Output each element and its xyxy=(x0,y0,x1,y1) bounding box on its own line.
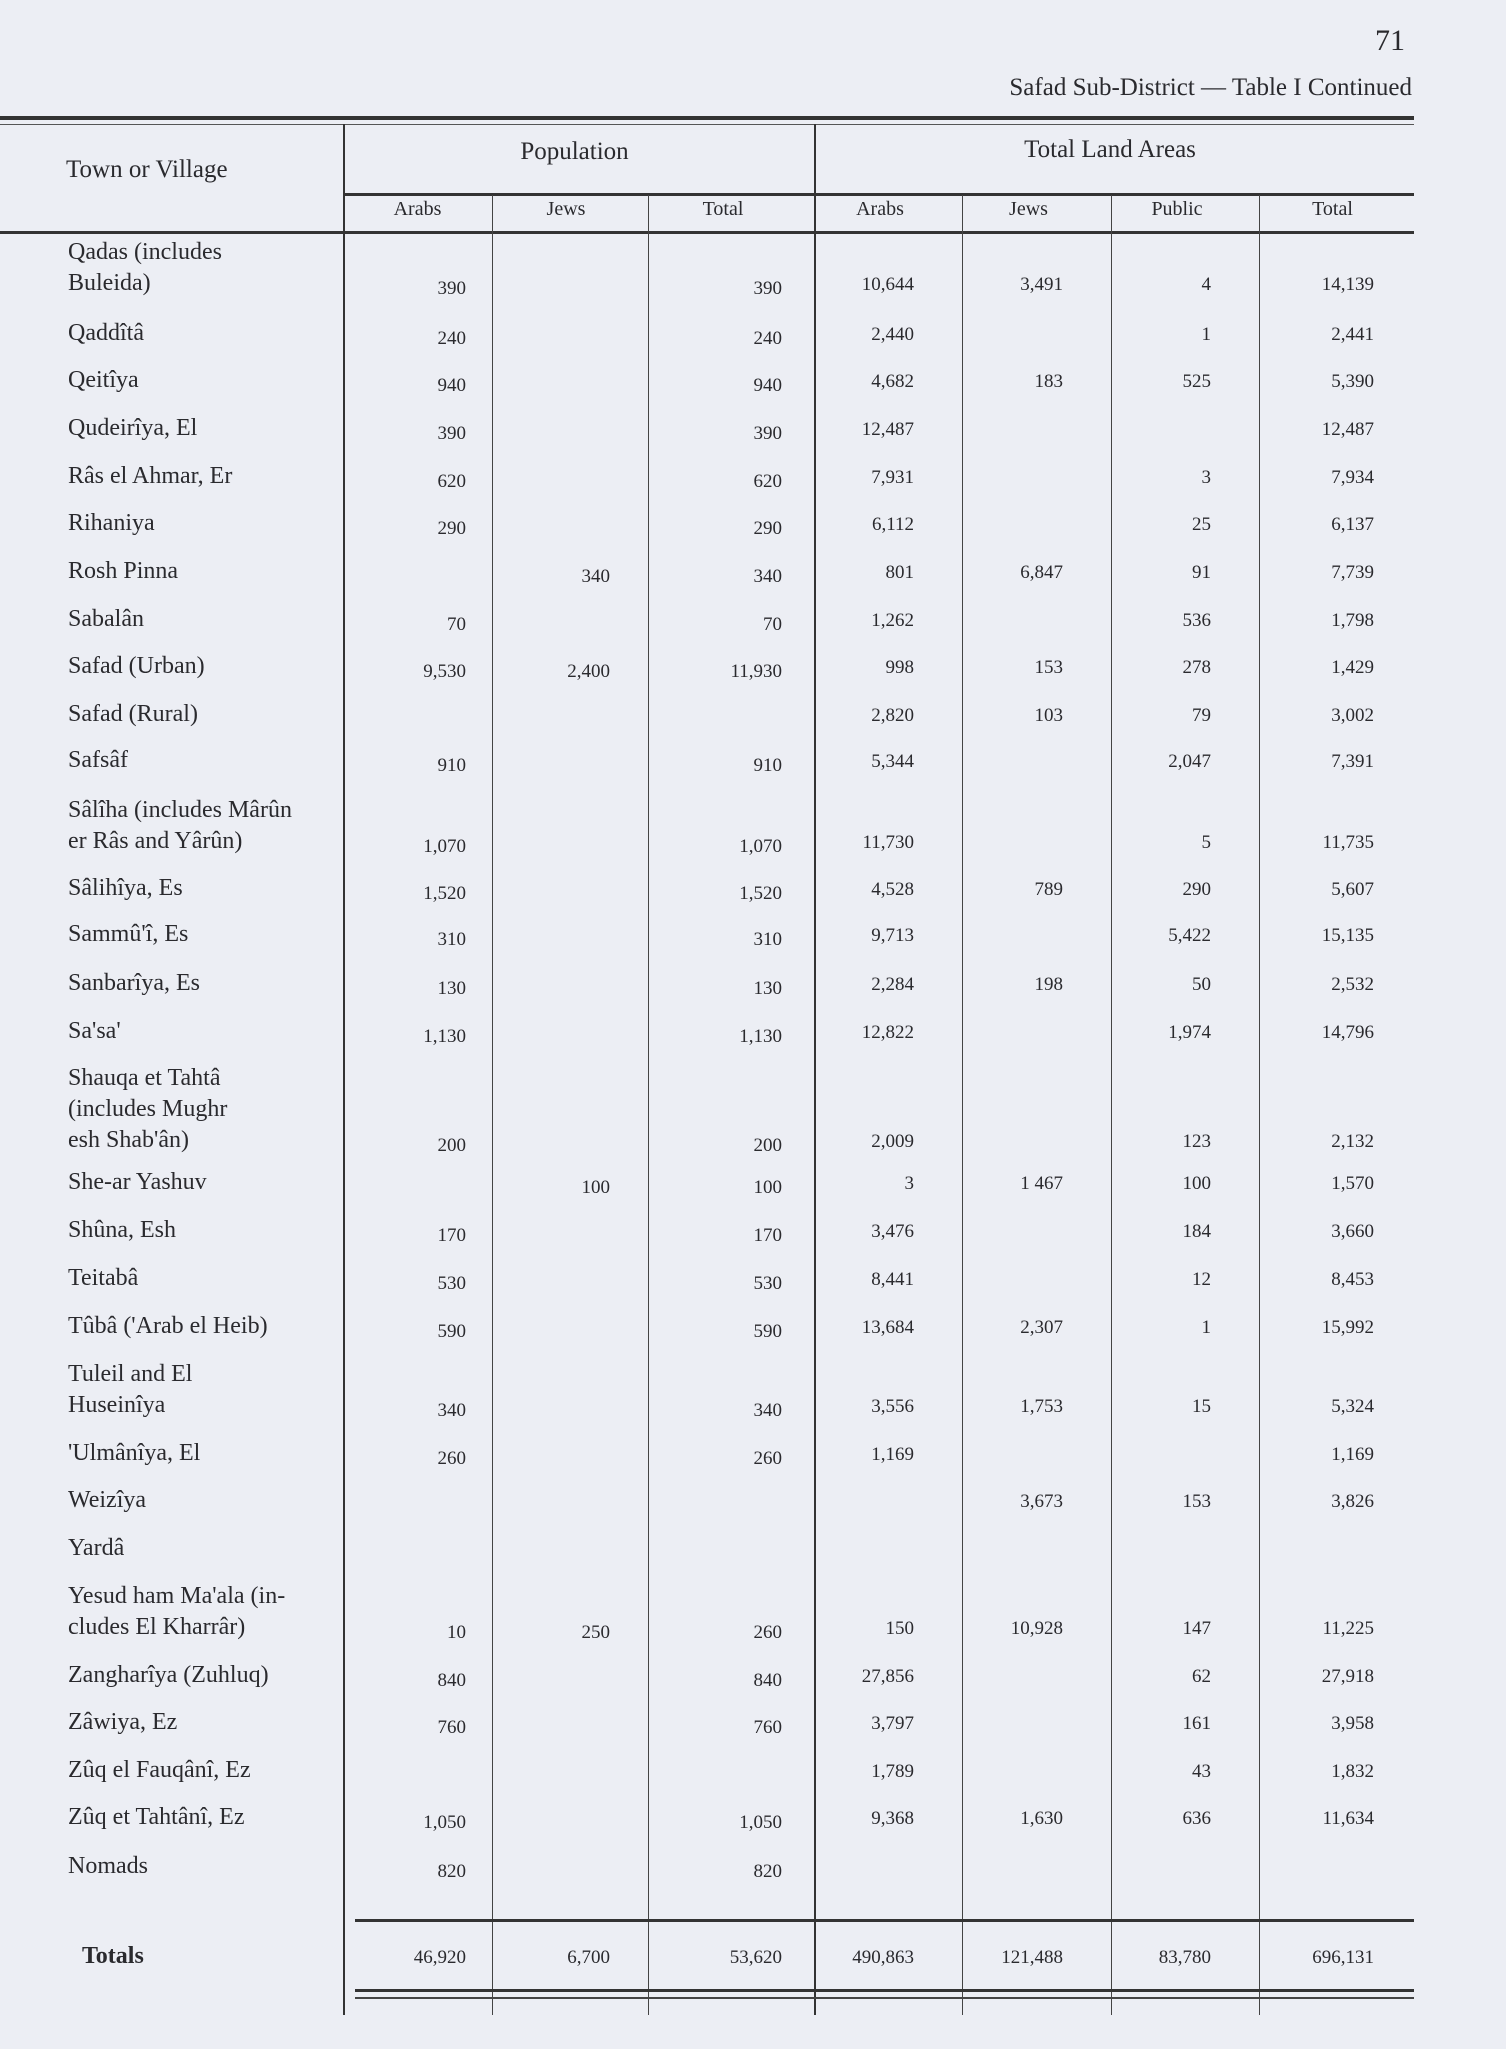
town-name: 'Ulmânîya, El xyxy=(68,1440,201,1466)
cell-land-total: 27,918 xyxy=(1321,1666,1374,1687)
cell-land-jews: 3,673 xyxy=(1020,1491,1063,1512)
running-title: Safad Sub-District — Table I Continued xyxy=(1009,74,1412,101)
town-name: Teitabâ xyxy=(68,1265,139,1291)
cell-pop-total: 620 xyxy=(753,471,782,492)
cell-land-total: 5,607 xyxy=(1331,879,1374,900)
cell-land-total: 1,798 xyxy=(1331,610,1374,631)
cell-land-arabs: 6,112 xyxy=(871,514,914,535)
totals-top-rule xyxy=(355,1919,1414,1922)
cell-pop-total: 310 xyxy=(753,929,782,950)
subheader-pop-total: Total xyxy=(702,198,744,220)
cell-land-public: 43 xyxy=(1192,1761,1211,1782)
cell-pop-total: 390 xyxy=(753,423,782,444)
cell-land-total: 2,132 xyxy=(1331,1131,1374,1152)
cell-pop-jews: 2,400 xyxy=(567,661,610,682)
cell-land-public: 12 xyxy=(1192,1269,1211,1290)
cell-pop-arabs: 170 xyxy=(437,1225,466,1246)
total-pop-arabs: 46,920 xyxy=(413,1947,466,1968)
cell-land-arabs: 8,441 xyxy=(871,1269,914,1290)
total-pop-total: 53,620 xyxy=(729,1947,782,1968)
cell-land-arabs: 13,684 xyxy=(861,1317,914,1338)
cell-pop-total: 340 xyxy=(753,566,782,587)
town-name: Tûbâ ('Arab el Heib) xyxy=(68,1313,268,1339)
cell-land-total: 1,570 xyxy=(1331,1173,1374,1194)
cell-land-jews: 1 467 xyxy=(1020,1173,1063,1194)
column-divider xyxy=(962,195,963,2015)
subheader-pop-jews: Jews xyxy=(546,198,586,220)
cell-land-public: 3 xyxy=(1201,467,1211,488)
cell-pop-total: 390 xyxy=(753,278,782,299)
town-name: Nomads xyxy=(68,1853,148,1879)
cell-pop-arabs: 340 xyxy=(437,1400,466,1421)
cell-pop-total: 200 xyxy=(753,1135,782,1156)
cell-land-total: 15,992 xyxy=(1321,1317,1374,1338)
cell-pop-arabs: 390 xyxy=(437,423,466,444)
cell-land-arabs: 1,262 xyxy=(871,610,914,631)
cell-land-arabs: 801 xyxy=(885,562,914,583)
top-rule xyxy=(0,116,1414,120)
totals-bottom-rule xyxy=(355,1989,1414,1992)
column-divider xyxy=(492,195,493,2015)
cell-land-total: 7,934 xyxy=(1331,467,1374,488)
cell-land-arabs: 12,487 xyxy=(861,419,914,440)
cell-land-public: 15 xyxy=(1192,1396,1211,1417)
town-name: Zangharîya (Zuhluq) xyxy=(68,1662,269,1688)
cell-land-total: 7,739 xyxy=(1331,562,1374,583)
cell-pop-total: 1,070 xyxy=(739,836,782,857)
cell-land-public: 50 xyxy=(1192,974,1211,995)
cell-land-arabs: 4,528 xyxy=(871,879,914,900)
cell-pop-arabs: 530 xyxy=(437,1273,466,1294)
header-bottom-rule xyxy=(0,231,1414,234)
cell-land-total: 14,796 xyxy=(1321,1022,1374,1043)
cell-land-total: 11,634 xyxy=(1322,1808,1374,1829)
cell-pop-arabs: 390 xyxy=(437,278,466,299)
cell-land-public: 91 xyxy=(1192,562,1211,583)
town-name: Zûq et Tahtânî, Ez xyxy=(68,1804,245,1830)
cell-land-arabs: 1,169 xyxy=(871,1444,914,1465)
total-land-arabs: 490,863 xyxy=(852,1947,914,1968)
cell-land-jews: 198 xyxy=(1034,974,1063,995)
town-name: Safad (Rural) xyxy=(68,701,198,727)
town-name: Shûna, Esh xyxy=(68,1217,176,1243)
cell-land-total: 3,826 xyxy=(1331,1491,1374,1512)
cell-land-total: 3,958 xyxy=(1331,1713,1374,1734)
cell-pop-total: 1,130 xyxy=(739,1026,782,1047)
totals-bottom-rule-thin xyxy=(355,1997,1414,1999)
cell-pop-arabs: 1,520 xyxy=(423,883,466,904)
cell-land-total: 8,453 xyxy=(1331,1269,1374,1290)
cell-land-total: 3,002 xyxy=(1331,705,1374,726)
cell-land-arabs: 2,284 xyxy=(871,974,914,995)
totals-label: Totals xyxy=(82,1943,144,1969)
town-name: Safad (Urban) xyxy=(68,653,205,679)
town-name: Zâwiya, Ez xyxy=(68,1709,178,1735)
cell-land-arabs: 2,440 xyxy=(871,324,914,345)
cell-land-public: 1 xyxy=(1201,1317,1211,1338)
cell-pop-total: 11,930 xyxy=(730,661,782,682)
cell-pop-total: 130 xyxy=(753,978,782,999)
cell-land-jews: 2,307 xyxy=(1020,1317,1063,1338)
cell-pop-total: 590 xyxy=(753,1321,782,1342)
cell-land-public: 147 xyxy=(1182,1618,1211,1639)
cell-land-jews: 3,491 xyxy=(1020,274,1063,295)
cell-pop-arabs: 760 xyxy=(437,1717,466,1738)
cell-land-public: 2,047 xyxy=(1168,751,1211,772)
cell-land-public: 5,422 xyxy=(1168,925,1211,946)
town-name: Sa'sa' xyxy=(68,1018,121,1044)
header-land: Total Land Areas xyxy=(1024,136,1196,163)
cell-pop-total: 910 xyxy=(753,755,782,776)
column-divider xyxy=(648,195,649,2015)
cell-land-arabs: 150 xyxy=(885,1618,914,1639)
cell-pop-total: 820 xyxy=(753,1861,782,1882)
cell-land-total: 5,324 xyxy=(1331,1396,1374,1417)
top-rule-thin xyxy=(0,124,1414,125)
cell-land-public: 1,974 xyxy=(1168,1022,1211,1043)
cell-land-total: 2,532 xyxy=(1331,974,1374,995)
cell-land-jews: 10,928 xyxy=(1010,1618,1063,1639)
cell-pop-jews: 340 xyxy=(581,566,610,587)
town-name: Zûq el Fauqânî, Ez xyxy=(68,1757,251,1783)
town-name: Râs el Ahmar, Er xyxy=(68,463,233,489)
cell-pop-total: 260 xyxy=(753,1448,782,1469)
town-name: Rihaniya xyxy=(68,510,155,536)
cell-pop-total: 170 xyxy=(753,1225,782,1246)
cell-land-arabs: 5,344 xyxy=(871,751,914,772)
town-name: Qadas (includes Buleida) xyxy=(68,239,222,296)
cell-pop-arabs: 590 xyxy=(437,1321,466,1342)
cell-land-jews: 183 xyxy=(1034,371,1063,392)
cell-land-total: 3,660 xyxy=(1331,1221,1374,1242)
town-name: Sabalân xyxy=(68,606,144,632)
town-name: Sâlîha (includes Mârûn er Râs and Yârûn) xyxy=(68,797,292,854)
town-name: Sammû'î, Es xyxy=(68,921,189,947)
town-name: Weizîya xyxy=(68,1487,147,1513)
cell-pop-arabs: 820 xyxy=(437,1861,466,1882)
cell-land-jews: 153 xyxy=(1034,657,1063,678)
cell-pop-arabs: 620 xyxy=(437,471,466,492)
cell-pop-total: 340 xyxy=(753,1400,782,1421)
cell-land-arabs: 12,822 xyxy=(861,1022,914,1043)
subheader-land-jews: Jews xyxy=(1009,198,1048,220)
cell-land-public: 25 xyxy=(1192,514,1211,535)
cell-pop-total: 260 xyxy=(753,1622,782,1643)
town-name: She-ar Yashuv xyxy=(68,1169,207,1195)
subheader-rule xyxy=(343,193,1414,196)
page-number: 71 xyxy=(1375,24,1405,57)
town-name: Yardâ xyxy=(68,1535,125,1561)
cell-land-total: 2,441 xyxy=(1331,324,1374,345)
cell-land-arabs: 9,368 xyxy=(871,1808,914,1829)
subheader-pop-arabs: Arabs xyxy=(393,198,442,220)
cell-pop-total: 760 xyxy=(753,1717,782,1738)
cell-land-total: 1,832 xyxy=(1331,1761,1374,1782)
cell-land-public: 5 xyxy=(1201,832,1211,853)
cell-land-public: 636 xyxy=(1182,1808,1211,1829)
cell-pop-arabs: 9,530 xyxy=(423,661,466,682)
cell-pop-total: 840 xyxy=(753,1670,782,1691)
cell-land-public: 184 xyxy=(1182,1221,1211,1242)
cell-land-total: 12,487 xyxy=(1321,419,1374,440)
cell-land-total: 6,137 xyxy=(1331,514,1374,535)
cell-land-public: 100 xyxy=(1182,1173,1211,1194)
town-name: Yesud ham Ma'ala (in- cludes El Kharrâr) xyxy=(68,1583,286,1640)
cell-land-arabs: 7,931 xyxy=(871,467,914,488)
cell-land-public: 1 xyxy=(1201,324,1211,345)
cell-land-total: 11,225 xyxy=(1322,1618,1374,1639)
cell-land-total: 11,735 xyxy=(1322,832,1374,853)
town-name: Tuleil and El Huseinîya xyxy=(68,1361,193,1418)
cell-land-total: 1,429 xyxy=(1331,657,1374,678)
town-name: Qudeirîya, El xyxy=(68,415,198,441)
cell-land-public: 153 xyxy=(1182,1491,1211,1512)
cell-land-arabs: 4,682 xyxy=(871,371,914,392)
cell-pop-arabs: 200 xyxy=(437,1135,466,1156)
cell-land-total: 5,390 xyxy=(1331,371,1374,392)
cell-pop-total: 100 xyxy=(753,1177,782,1198)
cell-land-total: 7,391 xyxy=(1331,751,1374,772)
town-name: Qaddîtâ xyxy=(68,320,144,346)
cell-land-total: 15,135 xyxy=(1321,925,1374,946)
total-land-jews: 121,488 xyxy=(1001,1947,1063,1968)
cell-pop-arabs: 840 xyxy=(437,1670,466,1691)
cell-pop-arabs: 10 xyxy=(447,1622,466,1643)
cell-land-public: 4 xyxy=(1201,274,1211,295)
subheader-land-arabs: Arabs xyxy=(856,198,904,220)
cell-land-public: 290 xyxy=(1182,879,1211,900)
cell-land-total: 14,139 xyxy=(1321,274,1374,295)
cell-land-public: 525 xyxy=(1182,371,1211,392)
cell-pop-arabs: 1,050 xyxy=(423,1812,466,1833)
town-name: Rosh Pinna xyxy=(68,558,179,584)
cell-pop-arabs: 940 xyxy=(437,375,466,396)
cell-pop-arabs: 290 xyxy=(437,518,466,539)
cell-land-jews: 789 xyxy=(1034,879,1063,900)
cell-pop-arabs: 310 xyxy=(437,929,466,950)
cell-land-arabs: 3,556 xyxy=(871,1396,914,1417)
cell-pop-arabs: 70 xyxy=(447,614,466,635)
cell-land-arabs: 3 xyxy=(904,1173,914,1194)
cell-land-arabs: 3,476 xyxy=(871,1221,914,1242)
cell-land-jews: 1,630 xyxy=(1020,1808,1063,1829)
cell-land-arabs: 9,713 xyxy=(871,925,914,946)
cell-pop-arabs: 910 xyxy=(437,755,466,776)
cell-pop-arabs: 130 xyxy=(437,978,466,999)
cell-land-arabs: 10,644 xyxy=(861,274,914,295)
header-town: Town or Village xyxy=(66,156,228,183)
cell-pop-arabs: 260 xyxy=(437,1448,466,1469)
cell-land-public: 161 xyxy=(1182,1713,1211,1734)
cell-land-arabs: 3,797 xyxy=(871,1713,914,1734)
cell-pop-total: 1,520 xyxy=(739,883,782,904)
cell-land-public: 278 xyxy=(1182,657,1211,678)
cell-pop-jews: 100 xyxy=(581,1177,610,1198)
cell-pop-arabs: 1,070 xyxy=(423,836,466,857)
cell-land-jews: 6,847 xyxy=(1020,562,1063,583)
town-name: Safsâf xyxy=(68,747,128,773)
cell-land-total: 1,169 xyxy=(1331,1444,1374,1465)
cell-land-public: 79 xyxy=(1192,705,1211,726)
cell-land-arabs: 2,820 xyxy=(871,705,914,726)
cell-pop-arabs: 240 xyxy=(437,328,466,349)
cell-land-jews: 1,753 xyxy=(1020,1396,1063,1417)
cell-pop-total: 530 xyxy=(753,1273,782,1294)
cell-pop-total: 290 xyxy=(753,518,782,539)
town-name: Sanbarîya, Es xyxy=(68,970,200,996)
town-name: Sâlihîya, Es xyxy=(68,875,183,901)
cell-land-public: 123 xyxy=(1182,1131,1211,1152)
total-pop-jews: 6,700 xyxy=(567,1947,610,1968)
cell-land-arabs: 998 xyxy=(885,657,914,678)
town-name: Shauqa et Tahtâ (includes Mughr esh Shab'ân) xyxy=(68,1065,228,1153)
town-name: Qeitîya xyxy=(68,367,139,393)
cell-pop-total: 70 xyxy=(763,614,782,635)
cell-pop-total: 940 xyxy=(753,375,782,396)
header-population: Population xyxy=(520,138,629,165)
cell-land-jews: 103 xyxy=(1034,705,1063,726)
total-land-total: 696,131 xyxy=(1312,1947,1374,1968)
cell-pop-arabs: 1,130 xyxy=(423,1026,466,1047)
cell-land-arabs: 1,789 xyxy=(871,1761,914,1782)
cell-land-arabs: 27,856 xyxy=(861,1666,914,1687)
cell-land-arabs: 11,730 xyxy=(862,832,914,853)
cell-pop-total: 1,050 xyxy=(739,1812,782,1833)
total-land-public: 83,780 xyxy=(1158,1947,1211,1968)
subheader-land-public: Public xyxy=(1151,198,1203,220)
cell-pop-jews: 250 xyxy=(581,1622,610,1643)
cell-land-public: 62 xyxy=(1192,1666,1211,1687)
cell-land-arabs: 2,009 xyxy=(871,1131,914,1152)
subheader-land-total: Total xyxy=(1312,198,1353,220)
cell-pop-total: 240 xyxy=(753,328,782,349)
cell-land-public: 536 xyxy=(1182,610,1211,631)
